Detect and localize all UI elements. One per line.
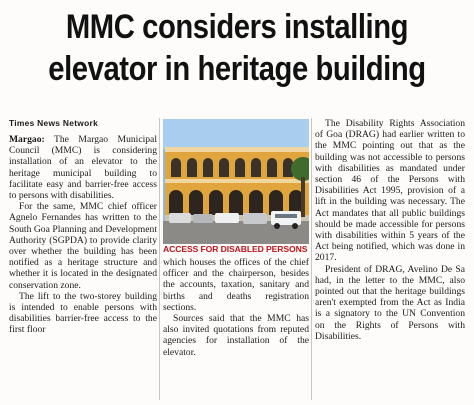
headline-line-1: MMC considers installing [65, 8, 409, 46]
paragraph [9, 134, 157, 201]
paragraph: which houses the offices of the chief officer and the chairperson, besides the accounts, taxation, sanitary and births and deaths registration sections. [163, 257, 309, 313]
column-divider [159, 118, 160, 400]
article-column-1 [9, 134, 157, 336]
headline-line-2: elevator in heritage building [48, 50, 426, 88]
article-column-3 [315, 118, 465, 342]
paragraph: Sources said that the MMC has also invited quotations from reputed agencies for installation of the elevator. [163, 313, 309, 358]
paragraph: The Disability Rights Association of Goa (DRAG) had earlier written to the MMC pointing out that as the building was not accessible to persons with disabilities as mandated under section 46 of the Persons with Disabilities Act 1995, provision of a lift in the building was necessary. The Act mandates that all public buildings should be made accessible for persons with disabilities within 5 years of the Act being notified, which was done in 2017. [315, 118, 465, 264]
paragraph-text: The Margao Municipal Council (MMC) is considering installation of an elevator to the heritage municipal building to facilitate easy and barrier-free access to persons with disabilities. [9, 134, 157, 202]
building-illustration [163, 119, 309, 244]
article-column-2 [163, 257, 309, 358]
paragraph: President of DRAG, Avelino De Sa had, in the letter to the MMC, also pointed out that the heritage buildings aren't exempted from the Act as India is a signatory to the UN Convention on the Rights of Persons with Disabilities. [315, 263, 465, 342]
paragraph: The lift to the two-storey building is intended to enable persons with disabilities barrier-free access to the first floor [9, 290, 157, 336]
byline: Times News Network [9, 118, 99, 128]
column-divider [311, 118, 312, 400]
dateline: Margao: [9, 134, 45, 145]
photo-caption: ACCESS FOR DISABLED PERSONS [163, 244, 308, 254]
headline [0, 6, 474, 90]
paragraph: For the same, MMC chief officer Agnelo Fernandes has written to the South Goa Planning and Development Authority (SGPDA) to provide clarity over whether the building has been notified as a heritage structure and whether it is located in the designated conservation zone. [9, 201, 157, 291]
heritage-building-photo [163, 119, 309, 244]
